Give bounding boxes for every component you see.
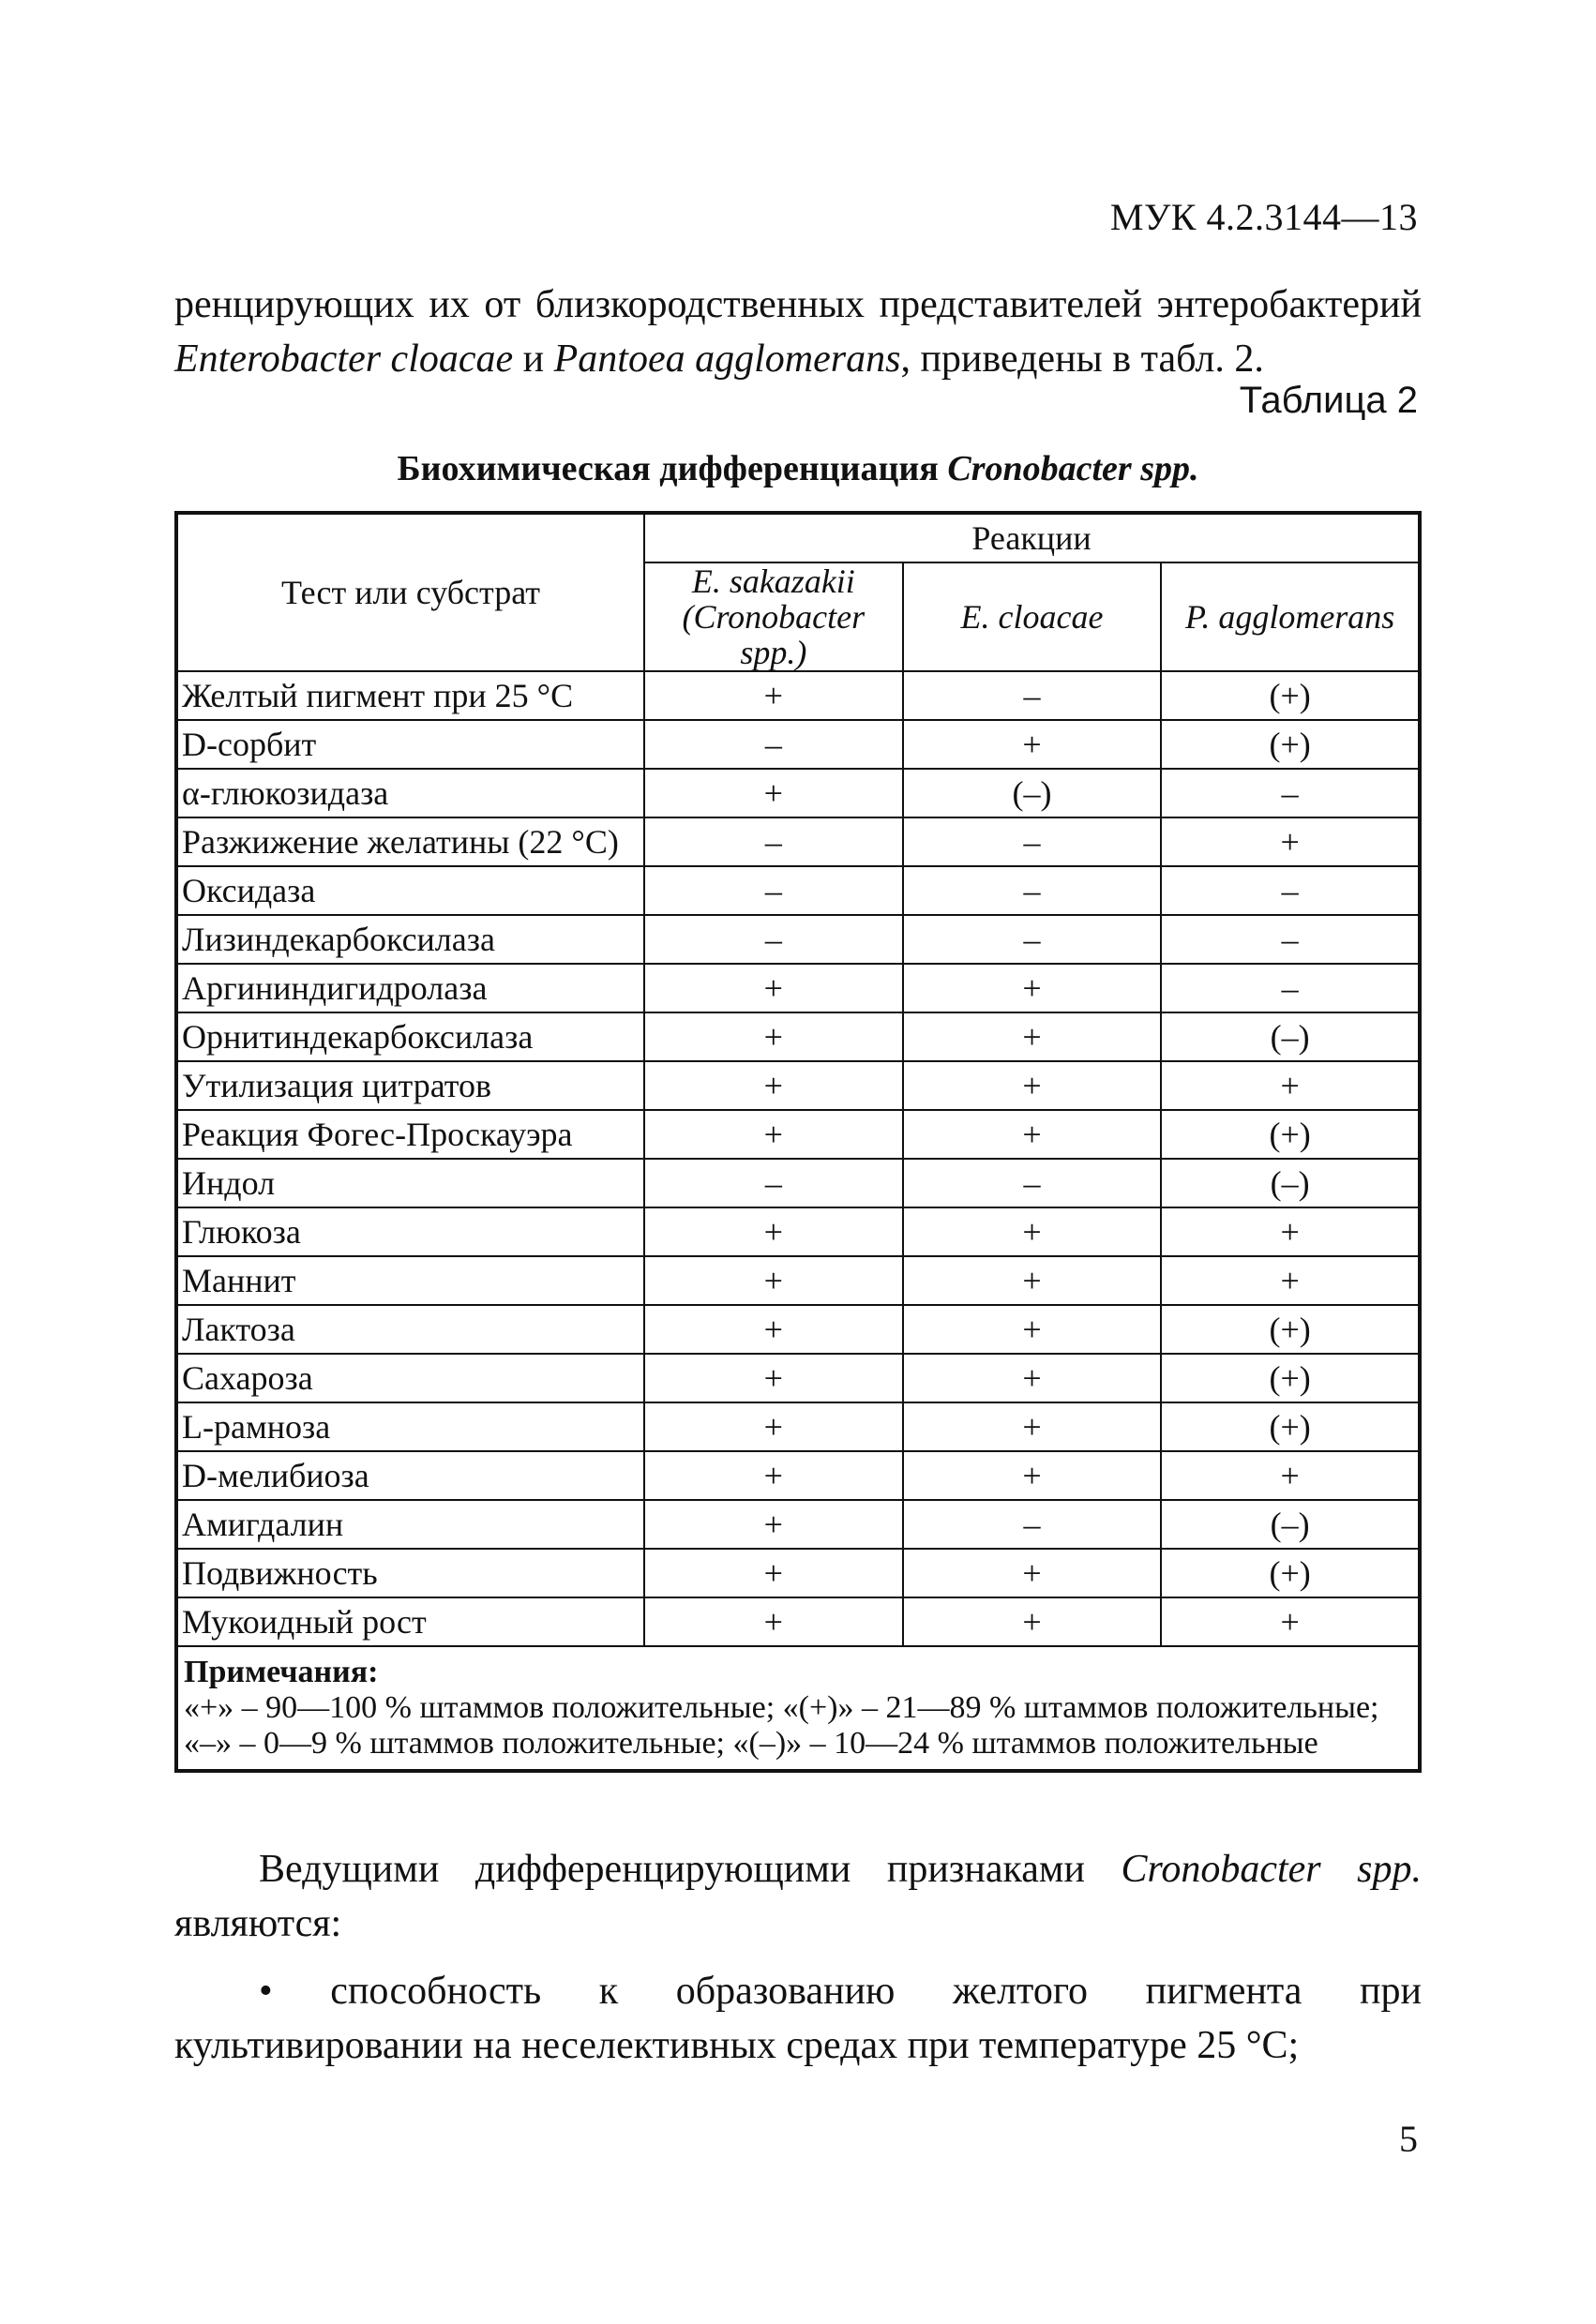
value-sakazakii: + [644, 1549, 903, 1597]
table-row [176, 915, 1420, 964]
notes-title: Примечания: [184, 1655, 379, 1689]
value-agglomerans: (+) [1161, 1402, 1420, 1451]
table-row [176, 1500, 1420, 1549]
value-cloacae: – [903, 671, 1162, 720]
test-name-cell: D-мелибиоза [176, 1451, 644, 1500]
test-name-cell: Глюкоза [176, 1207, 644, 1256]
value-cloacae: + [903, 1061, 1162, 1110]
value-cloacae: + [903, 1110, 1162, 1159]
species-header-cloacae: E. cloacae [903, 562, 1162, 671]
value-agglomerans: (+) [1161, 1354, 1420, 1402]
value-sakazakii: + [644, 769, 903, 817]
value-agglomerans: + [1161, 1061, 1420, 1110]
value-sakazakii: – [644, 1159, 903, 1207]
table-row [176, 1305, 1420, 1354]
test-name-cell: Маннит [176, 1256, 644, 1305]
value-sakazakii: + [644, 1256, 903, 1305]
table-row [176, 1110, 1420, 1159]
caption-text: Биохимическая дифференциация [397, 449, 948, 488]
test-name-cell: Лактоза [176, 1305, 644, 1354]
sakazakii-line-1: E. sakazakii [691, 562, 855, 600]
value-sakazakii: + [644, 1061, 903, 1110]
test-name-cell: Утилизация цитратов [176, 1061, 644, 1110]
table-row [176, 720, 1420, 769]
lead-text-2: являются: [174, 1902, 342, 1945]
intro-conjunction: и [513, 337, 554, 381]
value-sakazakii: – [644, 720, 903, 769]
test-name-cell: Аргининдигидролаза [176, 964, 644, 1012]
value-agglomerans: + [1161, 1207, 1420, 1256]
value-agglomerans: + [1161, 1451, 1420, 1500]
table-row [176, 1597, 1420, 1646]
value-sakazakii: + [644, 1305, 903, 1354]
table-row [176, 964, 1420, 1012]
table-row [176, 1061, 1420, 1110]
page-number: 5 [1399, 2118, 1418, 2160]
lead-paragraph [174, 1842, 1422, 1951]
value-cloacae: + [903, 1305, 1162, 1354]
test-name-cell: Оксидаза [176, 866, 644, 915]
value-sakazakii: + [644, 1354, 903, 1402]
lead-text-1: Ведущими дифференцирующими признаками [259, 1848, 1122, 1891]
document-code: МУК 4.2.3144—13 [1109, 196, 1418, 238]
note-line-2: «–» – 0—9 % штаммов положительные; «(–)» – 10—24 % штаммов положительные [184, 1726, 1318, 1761]
table-row [176, 671, 1420, 720]
value-agglomerans: (+) [1161, 1549, 1420, 1597]
caption-italic: Cronobacter spp. [947, 449, 1199, 488]
test-name-cell: L-рамноза [176, 1402, 644, 1451]
value-sakazakii: + [644, 1207, 903, 1256]
value-cloacae: + [903, 964, 1162, 1012]
test-header: Тест или субстрат [176, 513, 644, 671]
value-sakazakii: + [644, 1597, 903, 1646]
value-cloacae: – [903, 866, 1162, 915]
value-sakazakii: + [644, 1402, 903, 1451]
table-caption [174, 448, 1422, 489]
lead-italic: Cronobacter spp. [1121, 1848, 1422, 1891]
value-cloacae: (–) [903, 769, 1162, 817]
value-cloacae: + [903, 1012, 1162, 1061]
notes-cell [176, 1646, 1420, 1771]
test-name-cell: Мукоидный рост [176, 1597, 644, 1646]
test-name-cell: Лизиндекарбоксилаза [176, 915, 644, 964]
test-name-cell: Желтый пигмент при 25 °С [176, 671, 644, 720]
test-name-cell: Разжижение желатины (22 °С) [176, 817, 644, 866]
test-name-cell: Орнитиндекарбоксилаза [176, 1012, 644, 1061]
test-name-cell: D-сорбит [176, 720, 644, 769]
value-agglomerans: (+) [1161, 720, 1420, 769]
note-line-1: «+» – 90—100 % штаммов положительные; «(+)» – 21—89 % штаммов положительные; [184, 1690, 1379, 1725]
table-row [176, 817, 1420, 866]
biochemical-table [174, 511, 1422, 1773]
sakazakii-line-2: (Cronobacter spp.) [682, 598, 866, 671]
value-agglomerans: – [1161, 866, 1420, 915]
test-name-cell: Подвижность [176, 1549, 644, 1597]
species-header-agglomerans: P. agglomerans [1161, 562, 1420, 671]
value-cloacae: – [903, 915, 1162, 964]
value-sakazakii: + [644, 1451, 903, 1500]
value-cloacae: + [903, 1354, 1162, 1402]
value-agglomerans: (–) [1161, 1500, 1420, 1549]
species-header-sakazakii [644, 562, 903, 671]
value-sakazakii: – [644, 915, 903, 964]
value-agglomerans: (+) [1161, 671, 1420, 720]
value-cloacae: + [903, 1549, 1162, 1597]
value-sakazakii: + [644, 671, 903, 720]
value-agglomerans: – [1161, 915, 1420, 964]
value-agglomerans: + [1161, 1597, 1420, 1646]
value-sakazakii: – [644, 817, 903, 866]
value-agglomerans: (–) [1161, 1159, 1420, 1207]
intro-tail: , приведены в табл. 2. [900, 337, 1264, 381]
bullet-item: • способность к образованию желтого пигмента при культивировании на неселективных средах при температуре 25 °С; [174, 1970, 1422, 2067]
value-agglomerans: – [1161, 964, 1420, 1012]
table-row [176, 1159, 1420, 1207]
value-sakazakii: – [644, 866, 903, 915]
table-row [176, 1549, 1420, 1597]
value-agglomerans: (+) [1161, 1305, 1420, 1354]
test-name-cell: α-глюкозидаза [176, 769, 644, 817]
value-agglomerans: (+) [1161, 1110, 1420, 1159]
table-row [176, 1012, 1420, 1061]
value-cloacae: + [903, 1451, 1162, 1500]
value-cloacae: – [903, 817, 1162, 866]
value-sakazakii: + [644, 1012, 903, 1061]
value-cloacae: + [903, 1207, 1162, 1256]
value-cloacae: + [903, 1402, 1162, 1451]
table-row [176, 769, 1420, 817]
value-sakazakii: + [644, 1500, 903, 1549]
test-name-cell: Индол [176, 1159, 644, 1207]
test-name-cell: Реакция Фогес-Проскауэра [176, 1110, 644, 1159]
test-name-cell: Амигдалин [176, 1500, 644, 1549]
reactions-header: Реакции [644, 513, 1420, 562]
value-cloacae: – [903, 1500, 1162, 1549]
value-sakazakii: + [644, 964, 903, 1012]
value-cloacae: + [903, 720, 1162, 769]
value-cloacae: + [903, 1597, 1162, 1646]
table-row [176, 1207, 1420, 1256]
intro-paragraph [174, 277, 1422, 386]
table-row [176, 1256, 1420, 1305]
table-row [176, 1354, 1420, 1402]
table-row [176, 1451, 1420, 1500]
table-row [176, 866, 1420, 915]
value-agglomerans: – [1161, 769, 1420, 817]
notes-row [176, 1646, 1420, 1771]
value-agglomerans: + [1161, 1256, 1420, 1305]
table-label: Таблица 2 [1239, 380, 1418, 421]
intro-line-1: ренцирующих их от близкородственных представителей энтеробактерий [174, 283, 1422, 326]
table-body [176, 671, 1420, 1771]
species-enterobacter: Enterobacter cloacae [174, 337, 514, 381]
table-row [176, 1402, 1420, 1451]
value-sakazakii: + [644, 1110, 903, 1159]
species-pantoea: Pantoea agglomerans [553, 337, 901, 381]
value-agglomerans: (–) [1161, 1012, 1420, 1061]
value-agglomerans: + [1161, 817, 1420, 866]
test-name-cell: Сахароза [176, 1354, 644, 1402]
value-cloacae: – [903, 1159, 1162, 1207]
value-cloacae: + [903, 1256, 1162, 1305]
